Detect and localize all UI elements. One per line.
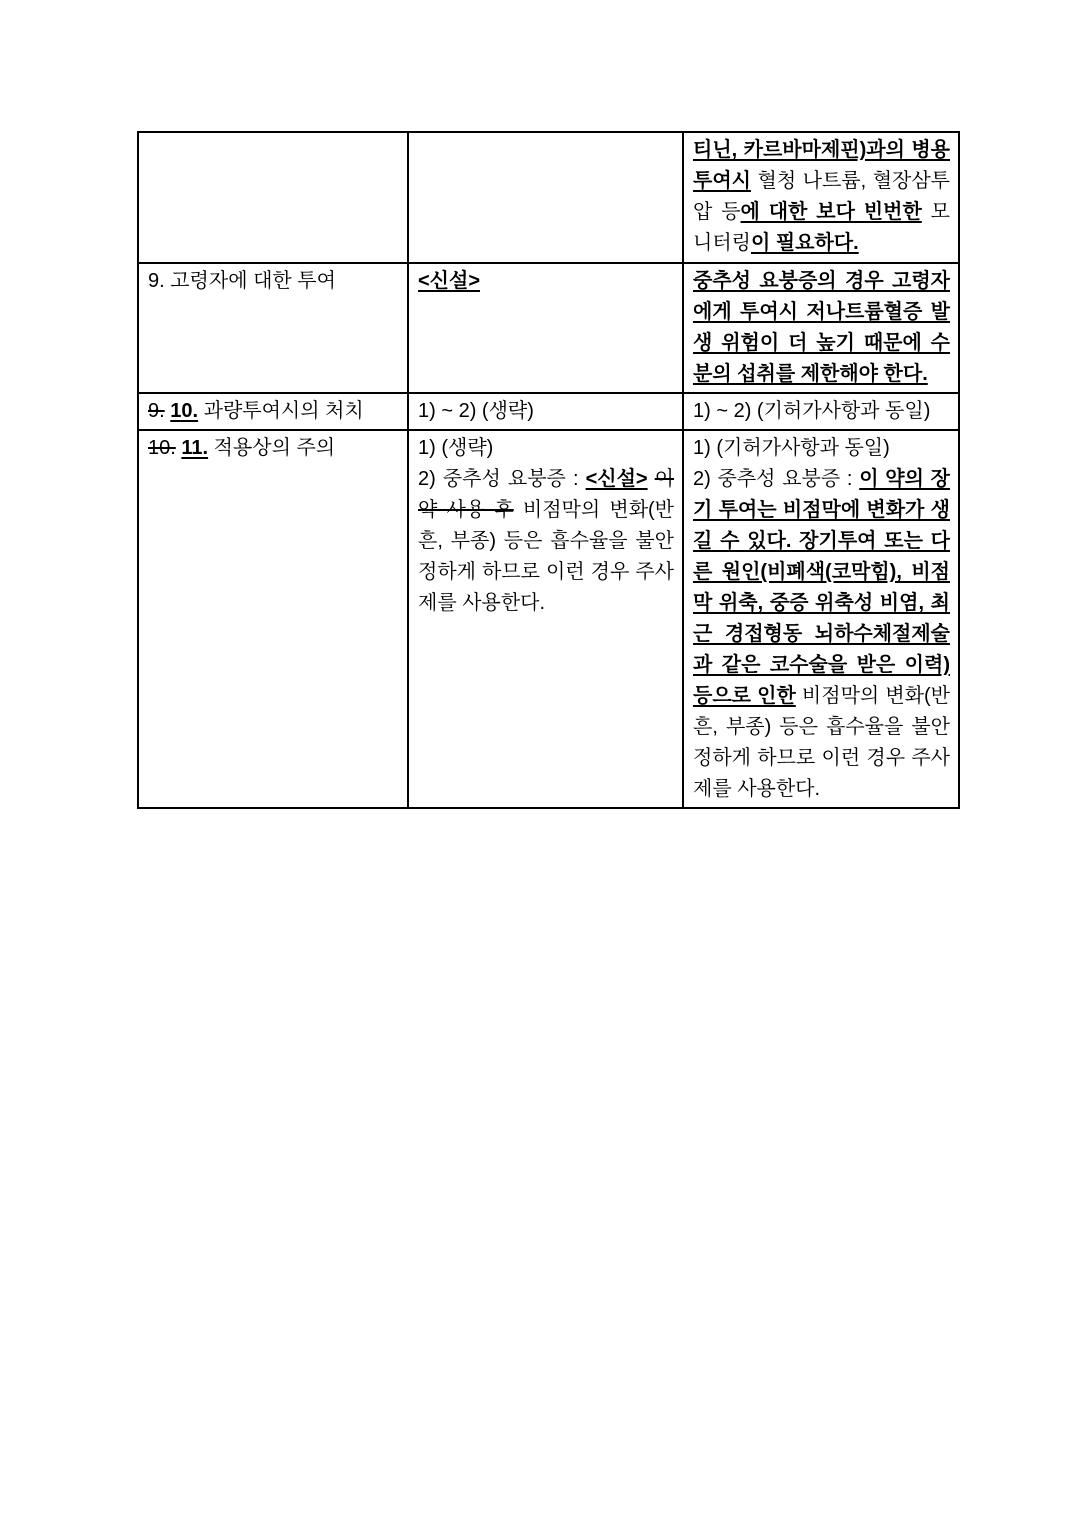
item-cell-overdose [138,393,408,430]
table-row-overdose [138,393,959,430]
paragraph: 2) 중추성 요붕증 : <신설> 이 약 사용 후 비점막의 변화(반흔, 부종) 등은 흡수율을 불안정하게 하므로 이런 경우 주사제를 사용한다. [418,468,674,614]
item-cell-elderly [138,263,408,393]
before-cell-overdose [408,393,683,430]
table-row-precautions [138,430,959,808]
paragraph: 1) ~ 2) (기허가사항과 동일) [693,400,931,422]
paragraph: 1) (생략) [418,437,494,459]
paragraph: <신설> [418,270,480,292]
paragraph: 1) (기허가사항과 동일) [693,437,890,459]
after-cell-elderly-text [683,263,959,393]
paragraph: 2) 중추성 요붕증 : 이 약의 장기 투여는 비점막에 변화가 생길 수 있다. 장기투여 또는 다른 원인(비폐색(코막힘), 비점막 위축, 중증 위축성 비염, 최근 경접형동 뇌하수체절제술과 같은 코수술을 받은 이력) 등으로 인한 비점막의 변화(반흔, 부종) 등은 흡수율을 불안정하게 하므로 이런 경우 주사제를 사용한다. [693,468,950,800]
table-row-elderly [138,263,959,393]
paragraph: 9. 고령자에 대한 투여 [148,270,336,292]
paragraph: 중추성 요붕증의 경우 고령자에게 투여시 저나트륨혈증 발생 위험이 더 높기 때문에 수분의 섭취를 제한해야 한다. [693,270,950,385]
item-cell-empty [138,132,408,263]
after-cell-monitoring-text [683,132,959,263]
before-cell-empty [408,132,683,263]
paragraph: 1) ~ 2) (생략) [418,400,534,422]
before-cell-new-marker [408,263,683,393]
before-cell-precautions [408,430,683,808]
paragraph: 9. 10. 과량투여시의 처치 [148,400,364,422]
table-row-continued [138,132,959,263]
paragraph: 10. 11. 적용상의 주의 [148,437,336,459]
revision-comparison-table [137,131,960,809]
paragraph: 티닌, 카르바마제핀)과의 병용투여시 혈청 나트륨, 혈장삼투압 등에 대한 보다 빈번한 모니터링이 필요하다. [693,139,950,254]
item-cell-precautions [138,430,408,808]
after-cell-precautions [683,430,959,808]
after-cell-overdose [683,393,959,430]
